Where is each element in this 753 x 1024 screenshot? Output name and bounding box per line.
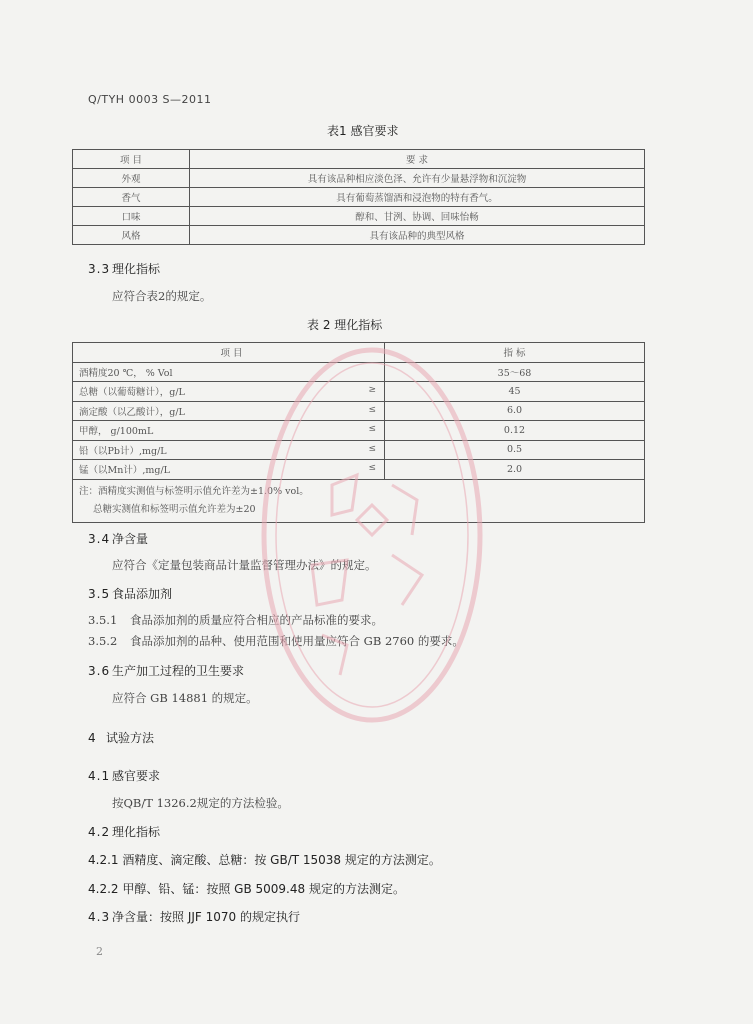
- section-number: 3.5: [88, 587, 111, 601]
- table-header-cell: 项 目: [73, 150, 190, 169]
- table-cell: 45: [385, 382, 645, 402]
- section-heading-3-3: [88, 260, 160, 277]
- table-note-row: [73, 479, 645, 522]
- section-title: 理化指标: [112, 825, 161, 839]
- section-heading-4: [88, 729, 154, 746]
- section-number: 3.6: [88, 664, 111, 678]
- table2-caption: 表 2 理化指标: [307, 318, 383, 332]
- table-row: [73, 188, 645, 207]
- table-row: [73, 207, 645, 226]
- table-cell: 风格: [73, 226, 190, 245]
- table-row: [73, 401, 645, 421]
- table-cell: [73, 401, 385, 421]
- comparison-operator: ≤: [368, 443, 376, 454]
- table-header-row: [73, 343, 645, 363]
- clause-3-5-2: [88, 633, 464, 649]
- section-title: 理化指标: [112, 262, 161, 276]
- comparison-operator: ≤: [368, 463, 376, 473]
- table-cell: 醇和、甘洌、协调、回味怡畅: [190, 207, 645, 226]
- clause-4-2-2: 4.2.2 甲醇、铅、锰：按照 GB 5009.48 规定的方法测定。: [88, 882, 405, 896]
- table-cell: [73, 382, 385, 402]
- table-row: [73, 226, 645, 245]
- clause-number: 3.5.2: [88, 634, 118, 648]
- section-number: 3.3: [88, 262, 111, 276]
- table-cell: 具有该品种的典型风格: [190, 226, 645, 245]
- physicochemical-indicators-table: [72, 342, 645, 523]
- document-code: Q/TYH 0003 S—2011: [88, 93, 212, 106]
- table-row: [73, 362, 645, 382]
- clause-text: 食品添加剂的品种、使用范围和使用量应符合 GB 2760 的要求。: [130, 634, 464, 648]
- section-number: 4.2: [88, 825, 111, 839]
- indicator-name: 总糖（以葡萄糖计），g/L: [79, 387, 185, 399]
- page-number: 2: [96, 945, 103, 958]
- comparison-operator: ≤: [368, 424, 376, 434]
- paragraph: 应符合表2的规定。: [112, 289, 212, 303]
- table-cell: 0.12: [385, 421, 645, 441]
- section-title: 食品添加剂: [112, 587, 173, 601]
- section-title: 生产加工过程的卫生要求: [112, 664, 245, 678]
- table-row: [73, 460, 645, 480]
- indicator-name: 甲醇， g/100mL: [79, 426, 154, 438]
- table-header-cell: 指 标: [385, 343, 645, 363]
- table1-caption: 表1 感官要求: [327, 124, 399, 138]
- table-cell: [73, 362, 385, 382]
- table-cell: [73, 421, 385, 441]
- indicator-name: 酒精度20 ℃， % Vol: [79, 367, 173, 379]
- table-cell: 具有葡萄蒸馏酒和浸泡物的特有香气。: [190, 188, 645, 207]
- table-row: [73, 421, 645, 441]
- clause-4-2-1: 4.2.1 酒精度、滴定酸、总糖：按 GB/T 15038 规定的方法测定。: [88, 853, 441, 867]
- table-header-cell: 项 目: [73, 343, 385, 363]
- section-heading-4-2: [88, 823, 160, 840]
- section-heading-3-5: [88, 585, 172, 602]
- section-number: 4: [88, 731, 97, 745]
- table-cell: 2.0: [385, 460, 645, 480]
- indicator-name: 滴定酸（以乙酸计），g/L: [79, 406, 185, 418]
- sensory-requirements-table: [72, 149, 645, 245]
- clause-text: 食品添加剂的质量应符合相应的产品标准的要求。: [130, 613, 383, 627]
- table-row: [73, 169, 645, 188]
- table-cell: 0.5: [385, 440, 645, 460]
- table-row: [73, 382, 645, 402]
- section-title: 净含量：按照 JJF 1070 的规定执行: [112, 910, 300, 924]
- table-cell: 香气: [73, 188, 190, 207]
- table-cell: [73, 460, 385, 480]
- note-line: 总糖实测值和标签明示值允许差为±20: [93, 503, 256, 515]
- table-cell: 口味: [73, 207, 190, 226]
- indicator-name: 铅（以Pb计）,mg/L: [79, 445, 167, 457]
- comparison-operator: ≤: [368, 404, 376, 415]
- section-heading-3-4: [88, 530, 148, 547]
- section-title: 试验方法: [106, 731, 155, 745]
- paragraph: 应符合《定量包装商品计量监督管理办法》的规定。: [112, 558, 377, 572]
- table-row: [73, 440, 645, 460]
- section-heading-4-1: [88, 767, 160, 784]
- section-number: 3.4: [88, 532, 111, 546]
- comparison-operator: ≥: [368, 385, 376, 395]
- table-cell: 6.0: [385, 401, 645, 421]
- paragraph: 应符合 GB 14881 的规定。: [112, 691, 258, 705]
- section-heading-4-3: [88, 908, 300, 925]
- section-title: 感官要求: [112, 769, 161, 783]
- table-note: [73, 479, 645, 522]
- section-number: 4.3: [88, 910, 111, 924]
- table-cell: 35～68: [385, 362, 645, 382]
- table-header-row: [73, 150, 645, 169]
- section-number: 4.1: [88, 769, 111, 783]
- table-header-cell: 要 求: [190, 150, 645, 169]
- note-line: 注：酒精度实测值与标签明示值允许差为±1.0% vol。: [79, 485, 309, 497]
- table-cell: 外观: [73, 169, 190, 188]
- paragraph: 按QB/T 1326.2规定的方法检验。: [112, 796, 289, 810]
- table-cell: 具有该品种相应淡色泽、允许有少量悬浮物和沉淀物: [190, 169, 645, 188]
- section-title: 净含量: [112, 532, 149, 546]
- indicator-name: 锰（以Mn计）,mg/L: [79, 465, 170, 477]
- section-heading-3-6: [88, 662, 244, 679]
- clause-3-5-1: [88, 612, 383, 628]
- table-cell: [73, 440, 385, 460]
- clause-number: 3.5.1: [88, 613, 118, 627]
